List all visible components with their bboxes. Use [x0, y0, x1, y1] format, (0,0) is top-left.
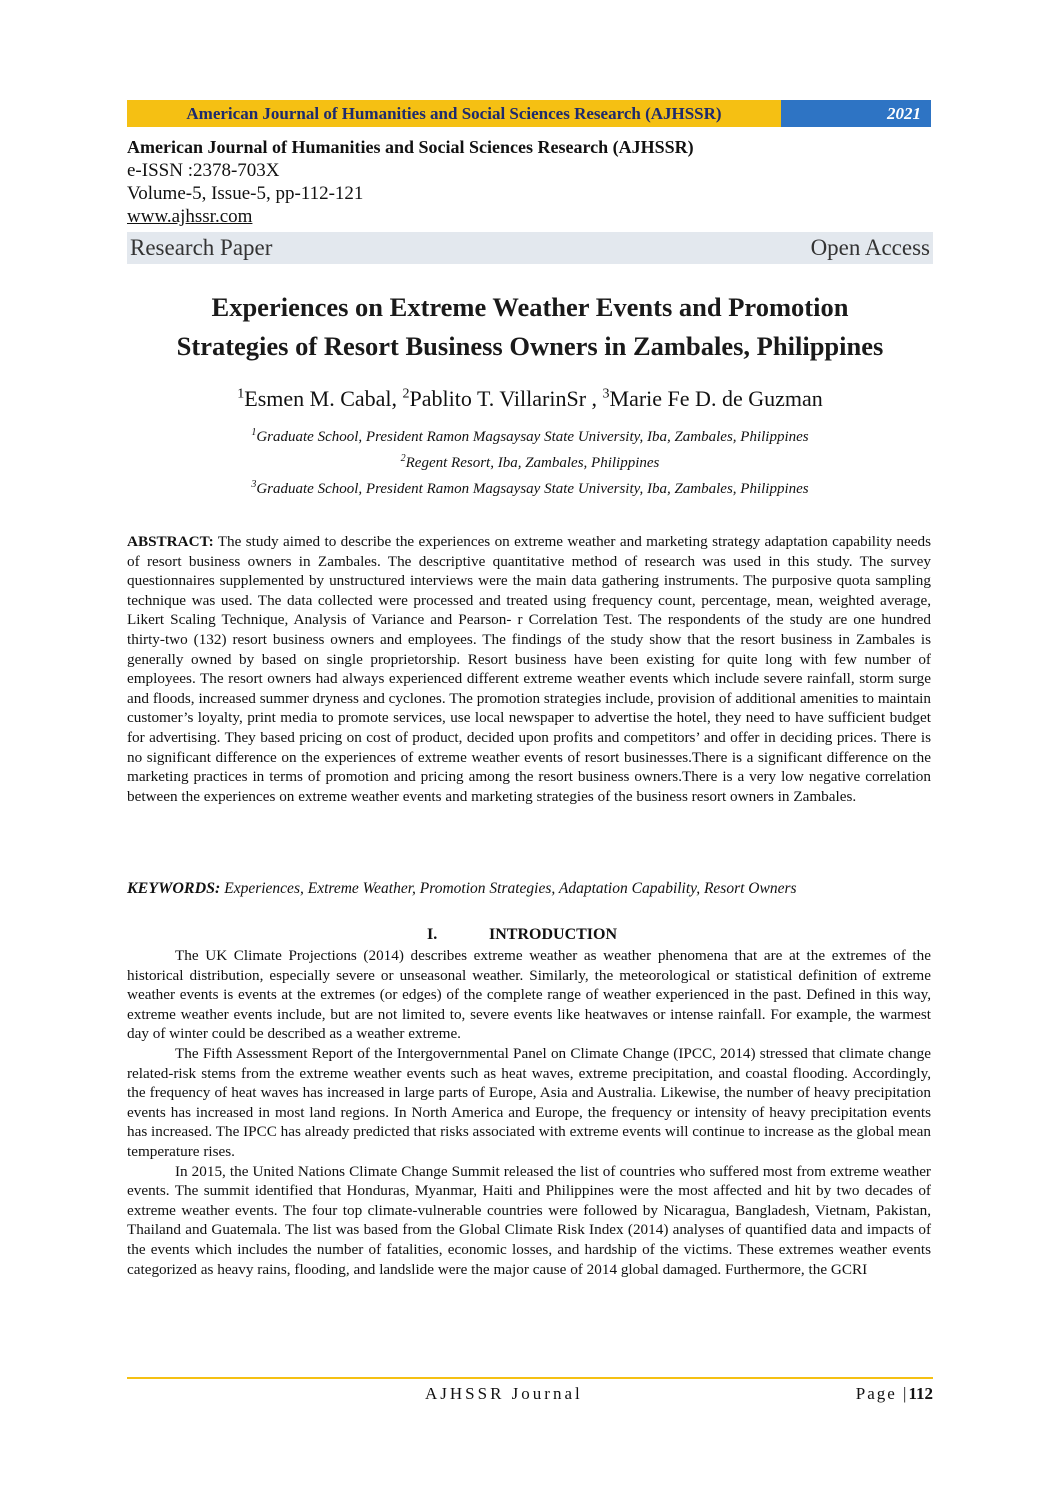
section-title: INTRODUCTION — [489, 926, 618, 943]
affiliation-1 — [100, 422, 960, 448]
footer-page-label: Page | — [855, 1384, 909, 1403]
paragraph: In 2015, the United Nations Climate Change Summit released the list of countries who suffered most from extreme weather events. The summit identified that Honduras, Myanmar, Haiti and Philippines were the most affected and hit by two decades of extreme weather events. The four top climate-vulnerable countries were followed by Nicaragua, Bangladesh, Vietnam, Pakistan, Thailand and Guatemala. The list was based from the Global Climate Risk Index (2014) analyses of quantified data and impacts of the events which includes the number of fatalities, economic losses, and hardship of the victims. These extremes weather events categorized as heavy rains, flooding, and landslide were the major cause of 2014 global damaged. Furthermore, the GCRI — [127, 1162, 931, 1278]
paragraph: The UK Climate Projections (2014) describes extreme weather as weather phenomena that are at the extremes of the historical distribution, especially severe or unseasonal weather. Similarly, the meteorological or statistical definition of extreme weather events is events at the extremes (or edges) of the complete range of weather experienced in the past. Defined in this way, extreme weather events include, but are not limited to, severe events like heatwaves or intense rainfall. For example, the warmest day of winter could be described as a weather extreme. — [127, 947, 931, 1043]
affiliation-list — [100, 422, 960, 500]
affiliation-2 — [100, 448, 960, 474]
keywords-text: Experiences, Extreme Weather, Promotion Strategies, Adaptation Capability, Resort Owners — [220, 880, 797, 897]
keywords-label: KEYWORDS: — [127, 880, 221, 897]
affiliation-3-text: Graduate School, President Ramon Magsaysay State University, Iba, Zambales, Philippines — [256, 481, 809, 497]
footer-journal: AJHSSR Journal — [425, 1384, 583, 1403]
author-1-sup: 1 — [237, 386, 245, 402]
footer-divider — [127, 1377, 933, 1379]
header-year: 2021 — [781, 100, 931, 127]
footer-page — [856, 1384, 933, 1404]
header-journal-name: American Journal of Humanities and Social Sciences Research (AJHSSR) — [127, 100, 781, 127]
access-type: Open Access — [810, 235, 930, 260]
author-list — [100, 386, 960, 412]
affiliation-3-sup: 3 — [251, 479, 257, 490]
affiliation-1-sup: 1 — [251, 427, 257, 438]
journal-volume: Volume-5, Issue-5, pp-112-121 — [127, 183, 364, 204]
article-type-bar — [127, 232, 933, 264]
paper-title — [100, 288, 960, 366]
author-1: Esmen M. Cabal, — [244, 386, 403, 411]
article-type: Research Paper — [130, 235, 273, 260]
author-3-sup: 3 — [602, 386, 610, 402]
author-2: Pablito T. VillarinSr , — [409, 386, 603, 411]
affiliation-2-sup: 2 — [400, 453, 406, 464]
affiliation-1-text: Graduate School, President Ramon Magsaysay State University, Iba, Zambales, Philippines — [256, 429, 809, 445]
title-line-1: Experiences on Extreme Weather Events and Promotion — [211, 292, 849, 322]
journal-url-link[interactable]: www.ajhssr.com — [127, 206, 253, 227]
journal-info — [127, 136, 694, 228]
section-number: I. — [427, 926, 438, 943]
journal-name: American Journal of Humanities and Social Sciences Research (AJHSSR) — [127, 137, 694, 157]
keywords — [127, 880, 931, 898]
introduction-body — [127, 946, 931, 1279]
affiliation-3 — [100, 474, 960, 500]
journal-issn: e-ISSN :2378-703X — [127, 160, 280, 181]
author-2-sup: 2 — [402, 386, 410, 402]
title-line-2: Strategies of Resort Business Owners in Zambales, Philippines — [176, 331, 884, 361]
author-3: Marie Fe D. de Guzman — [609, 386, 823, 411]
abstract — [127, 532, 931, 806]
paragraph: The Fifth Assessment Report of the Intergovernmental Panel on Climate Change (IPCC, 2014) stressed that climate change related-risk stems from the extreme weather events such as heat waves, extreme precipitation, and coastal flooding. Accordingly, the frequency of heat waves has increased in large parts of Europe, Asia and Australia. Likewise, the number of heavy precipitation events has increased in most land regions. In North America and Europe, the frequency or intensity of heavy precipitation events has increased. The IPCC has already predicted that risks associated with extreme events will continue to increase as the global mean temperature rises. — [127, 1044, 931, 1160]
abstract-text: The study aimed to describe the experiences on extreme weather and marketing strategy adaptation capability needs of resort business owners in Zambales. The descriptive quantitative method of research was used in this study. The survey questionnaires supplemented by unstructured interviews were the main data gathering instruments. The purposive quota sampling technique was used. The data collected were processed and treated using frequency count, percentage, mean, weighted average, Likert Scaling Technique, Analysis of Variance and Pearson- r Correlation Test. The respondents of the study are one hundred thirty-two (132) resort business owners and employees. The findings of the study show that the resort business in Zambales is generally owned by based on single proprietorship. Resort business have been existing for quite long with few number of employees. The resort owners had always experienced different extreme weather events which include severe rainfall, storm surge and floods, increased summer dryness and cyclones. The promotion strategies include, provision of additional amenities to maintain customer’s loyalty, print media to promote services, use local newspaper to advertise the hotel, they need to have sufficient budget for advertising. They based pricing on cost of product, decided upon profits and competitors’ and offer in deciding prices. There is no significant difference on the experiences of extreme weather events of resort businesses.There is a significant difference on the marketing practices in terms of promotion and pricing among the resort business owners.There is a very low negative correlation between the experiences on extreme weather events and marketing strategies of the business resort owners in Zambales. — [127, 533, 931, 805]
running-header — [127, 100, 931, 127]
abstract-label: ABSTRACT: — [127, 533, 214, 550]
footer-page-number: 112 — [908, 1384, 933, 1403]
affiliation-2-text: Regent Resort, Iba, Zambales, Philippines — [405, 455, 660, 471]
